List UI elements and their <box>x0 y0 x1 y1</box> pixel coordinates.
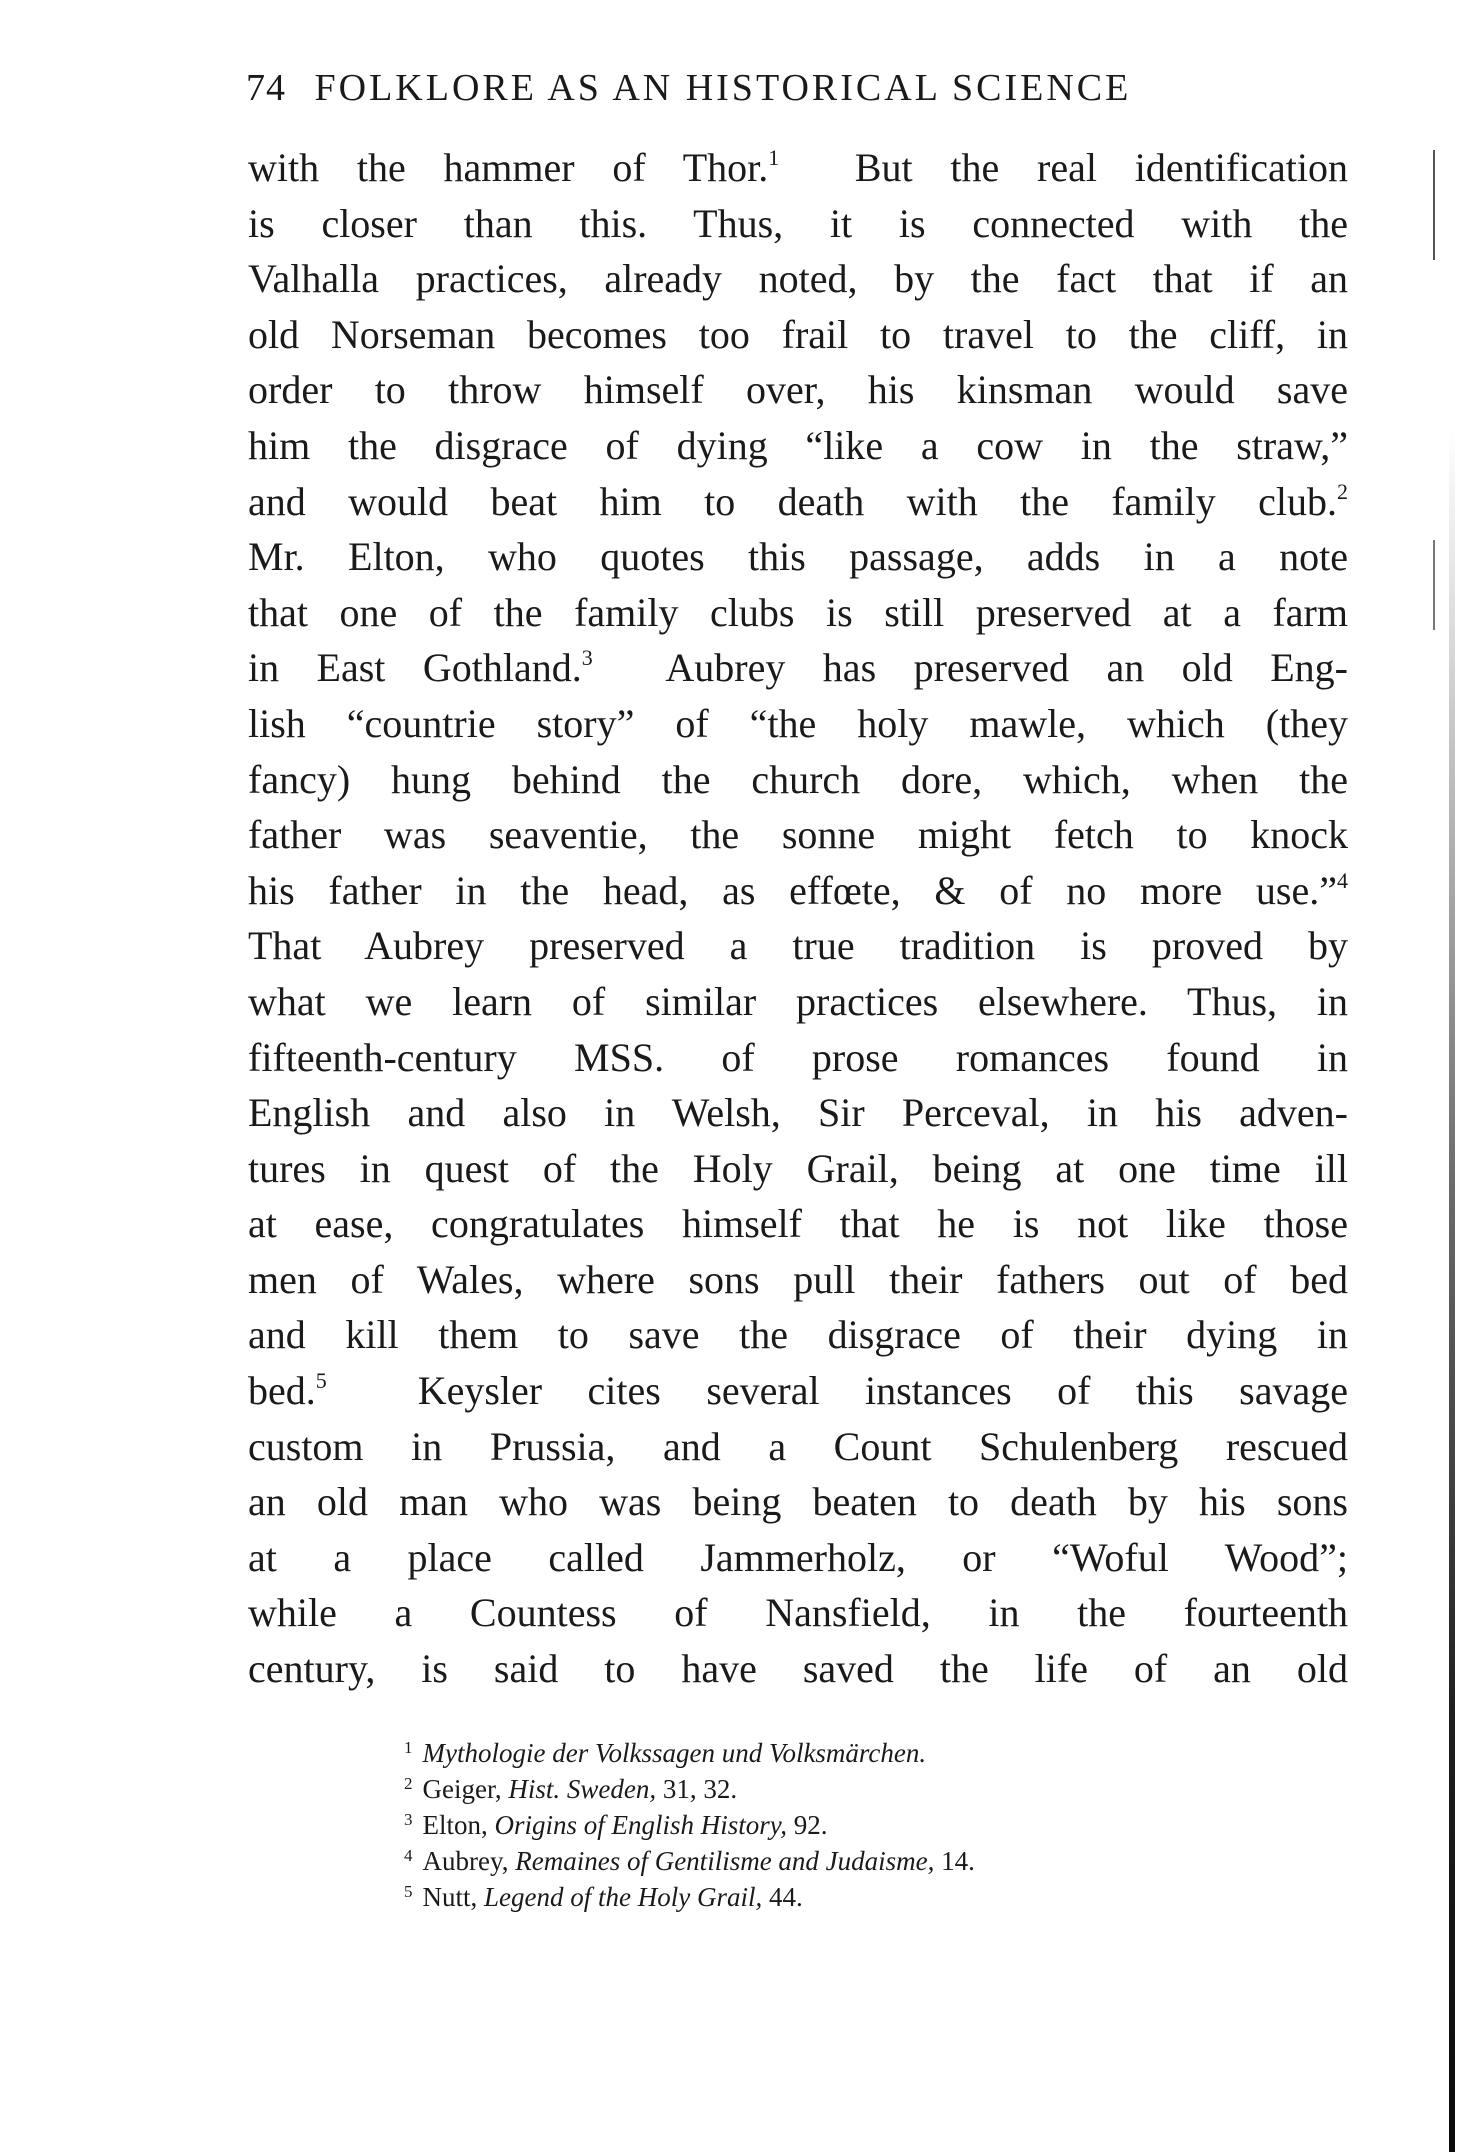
body-line-text: Aubrey has preserved an old Eng- <box>592 645 1348 691</box>
scan-mark <box>1433 150 1435 260</box>
footnotes <box>404 1730 1304 1910</box>
body-line <box>248 307 1348 363</box>
body-line-text: custom in Prussia, and a Count Schulenberg rescued <box>248 1423 1348 1469</box>
footnote <box>404 1730 1304 1766</box>
body-line <box>248 251 1348 307</box>
body-line <box>248 362 1348 418</box>
footnote <box>404 1766 1304 1802</box>
body-line-text: fifteenth-century MSS. of prose romances found in <box>248 1034 1348 1080</box>
body-line-text: father was seaventie, the sonne might fetch to knock <box>248 812 1348 858</box>
body-line-text: at a place called Jammerholz, or “Woful Wood”; <box>248 1534 1348 1580</box>
body-line-text: at ease, congratulates himself that he is not like those <box>248 1201 1348 1247</box>
footnote-number: 3 <box>404 1810 413 1829</box>
footnote-ref: 4 <box>1337 867 1348 893</box>
body-line-text: lish “countrie story” of “the holy mawle, which (they <box>248 700 1348 746</box>
footnote-title: Legend of the Holy Grail, <box>484 1882 763 1912</box>
footnote-page: 14. <box>934 1846 975 1876</box>
running-head <box>246 66 1346 110</box>
footnote <box>404 1802 1304 1838</box>
body-line <box>248 474 1348 530</box>
body-line <box>248 863 1348 919</box>
footnote-page: 31, 32. <box>656 1774 738 1804</box>
body-line <box>248 140 1348 196</box>
body-line-text: is closer than this. Thus, it is connected with the <box>248 200 1348 246</box>
body-line-text: and would beat him to death with the family club. <box>248 478 1337 524</box>
footnote-number: 4 <box>404 1846 413 1865</box>
footnote-number: 5 <box>404 1882 413 1901</box>
body-line <box>248 918 1348 974</box>
body-line-text: with the hammer of Thor. <box>248 145 769 190</box>
body-line <box>248 1252 1348 1308</box>
body-line <box>248 1196 1348 1252</box>
body-line-text: an old man who was being beaten to death by his sons <box>248 1479 1348 1525</box>
body-line-text: Keysler cites several instances of this savage <box>326 1368 1348 1414</box>
binding-edge <box>1449 0 1455 2152</box>
body-line <box>248 418 1348 474</box>
footnote-title: Remaines of Gentilisme and Judaisme, <box>515 1846 935 1876</box>
page-number: 74 <box>246 67 286 109</box>
footnote-author: Aubrey, <box>422 1846 516 1876</box>
body-line <box>248 1530 1348 1586</box>
footnote-ref: 1 <box>768 145 780 170</box>
body-line <box>248 1419 1348 1475</box>
body-text <box>248 140 1348 1697</box>
body-line <box>248 1474 1348 1530</box>
body-line-text: order to throw himself over, his kinsman would save <box>248 367 1348 413</box>
scan-mark <box>1433 540 1435 630</box>
body-line-text: Mr. Elton, who quotes this passage, adds in a note <box>248 534 1348 580</box>
footnote <box>404 1838 1304 1874</box>
body-line-text: that one of the family clubs is still preserved at a farm <box>248 589 1348 635</box>
footnote-author: Nutt, <box>422 1882 485 1912</box>
body-line-text: tures in quest of the Holy Grail, being at one time ill <box>248 1145 1348 1191</box>
body-line-text: him the disgrace of dying “like a cow in the straw,” <box>248 422 1348 468</box>
footnote-title: Origins of English History, <box>494 1810 788 1840</box>
footnote-number: 2 <box>404 1774 413 1793</box>
body-line <box>248 1585 1348 1641</box>
body-line-text: bed. <box>248 1368 316 1414</box>
footnote-page: 92. <box>787 1810 828 1840</box>
body-line-text: But the real identification <box>779 145 1348 190</box>
body-line-text: century, is said to have saved the life of an old <box>248 1646 1348 1692</box>
footnote-title: Hist. Sweden, <box>508 1774 657 1804</box>
body-line <box>248 1307 1348 1363</box>
body-line <box>248 1085 1348 1141</box>
footnote-author: Elton, <box>422 1810 495 1840</box>
footnote <box>404 1874 1304 1910</box>
body-line-text: fancy) hung behind the church dore, which, when the <box>248 756 1348 802</box>
body-line <box>248 585 1348 641</box>
body-line <box>248 1030 1348 1086</box>
footnote-ref: 2 <box>1337 478 1348 504</box>
body-line-text: men of Wales, where sons pull their fathers out of bed <box>248 1256 1348 1302</box>
footnote-number: 1 <box>404 1738 413 1757</box>
body-line-text: his father in the head, as effœte, & of no more use.” <box>248 867 1337 913</box>
footnote-author: Geiger, <box>422 1774 509 1804</box>
body-line <box>248 974 1348 1030</box>
body-line-text: That Aubrey preserved a true tradition is proved by <box>248 923 1348 969</box>
body-line-text: what we learn of similar practices elsewhere. Thus, in <box>248 978 1348 1024</box>
footnote-ref: 5 <box>315 1368 327 1394</box>
body-line <box>248 1363 1348 1419</box>
body-line-text: old Norseman becomes too frail to travel to the cliff, in <box>248 311 1348 357</box>
body-line <box>248 1641 1348 1697</box>
body-line <box>248 696 1348 752</box>
body-line-text: while a Countess of Nansfield, in the fourteenth <box>248 1590 1348 1636</box>
body-line <box>248 1141 1348 1197</box>
footnote-title: Mythologie der Volkssagen und Volksmärchen. <box>422 1738 927 1768</box>
body-line <box>248 640 1348 696</box>
body-line-text: in East Gothland. <box>248 645 582 691</box>
running-title: FOLKLORE AS AN HISTORICAL SCIENCE <box>314 67 1132 109</box>
body-line <box>248 752 1348 808</box>
body-line <box>248 807 1348 863</box>
footnote-ref: 3 <box>581 645 593 671</box>
body-line-text: Valhalla practices, already noted, by the fact that if an <box>248 256 1348 302</box>
body-line <box>248 196 1348 252</box>
body-line-text: English and also in Welsh, Sir Perceval, in his adven- <box>248 1090 1348 1136</box>
footnote-page: 44. <box>762 1882 803 1912</box>
body-line-text: and kill them to save the disgrace of their dying in <box>248 1312 1348 1358</box>
body-line <box>248 529 1348 585</box>
